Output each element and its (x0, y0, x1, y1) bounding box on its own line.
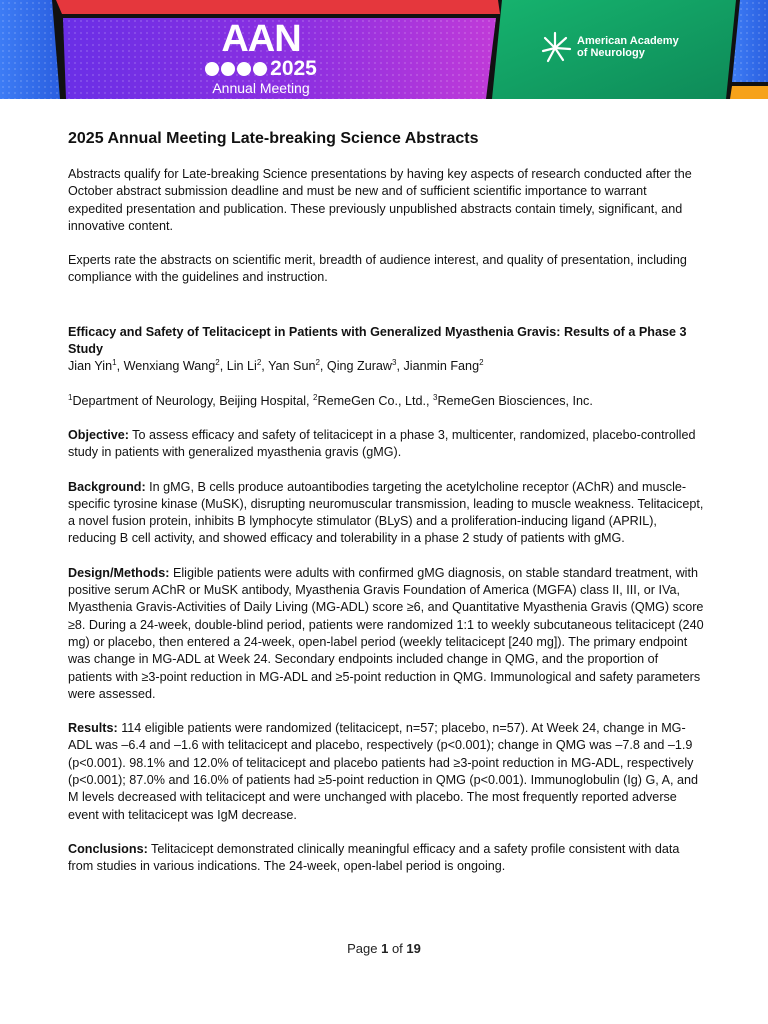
results-section (68, 720, 704, 824)
section-label: Conclusions: (68, 841, 148, 856)
intro-paragraph: Abstracts qualify for Late-breaking Science presentations by having key aspects of research conducted after the October abstract submission deadline and must be new and of sufficient scientific importance to warrant expedited presentation and publication. These previously unpublished abstracts contain timely, significant, and innovative content. (68, 167, 692, 233)
author-name: Qing Zuraw (326, 359, 393, 374)
abstract-title-text: Efficacy and Safety of Telitacicept in Patients with Generalized Myasthenia Gravis: Results of a Phase 3 Study (68, 324, 687, 357)
author-name: Yan Sun (268, 359, 316, 374)
total-pages: 19 (406, 941, 421, 956)
affiliation-sup: 1 (68, 392, 73, 402)
affiliation: RemeGen Co., Ltd. (317, 393, 426, 408)
logo-subtitle: Annual Meeting (212, 80, 310, 96)
logo-year-row (196, 58, 326, 80)
author-name: Jianmin Fang (403, 359, 480, 374)
organization-name (577, 35, 679, 59)
page-word: Page (347, 941, 378, 956)
document-body (68, 129, 704, 876)
conclusions-section (68, 841, 704, 876)
author-list: Jian Yin$^1$, Wenxiang Wang$^2$, Lin Li$^2$, Yan Sun$^2$, Qing Zuraw$^3$, Jianmin Fang$^2$ (68, 358, 484, 374)
logo-dot (253, 62, 267, 76)
author-sup: 2 (256, 358, 262, 368)
page-number (0, 941, 768, 956)
affiliation-sup: 2 (313, 392, 318, 402)
author-sup: 3 (392, 358, 397, 368)
section-text: Telitacicept demonstrated clinically meaningful efficacy and a safety profile consistent with data from studies in various indications. The 24-week, open-label period is ongoing. (68, 841, 680, 874)
section-label: Results: (68, 721, 118, 736)
section-label: Design/Methods: (68, 565, 170, 580)
of-word: of (391, 941, 403, 956)
author-sup: 2 (479, 358, 484, 368)
organization-name-line2: of Neurology (577, 47, 645, 59)
logo-year: 2025 (270, 57, 317, 80)
author-sup: 2 (215, 358, 220, 368)
author-name: Lin Li (226, 359, 257, 374)
aan-logo-letters: AAN (221, 18, 301, 60)
design-methods-section (68, 565, 704, 703)
objective-section (68, 427, 704, 462)
background-section (68, 479, 704, 548)
logo-dot (237, 62, 251, 76)
logo-dot (205, 62, 219, 76)
starburst-icon (541, 30, 573, 64)
page-title: 2025 Annual Meeting Late-breaking Science Abstracts (68, 130, 479, 147)
intro-paragraph: Experts rate the abstracts on scientific merit, breadth of audience interest, and quality of presentation, including compliance with the guidelines and instruction. (68, 253, 687, 285)
abstract-title (68, 324, 704, 359)
aan-organization-logo (541, 30, 679, 64)
section-text: 114 eligible patients were randomized (telitacicept, n=57; placebo, n=57). At Week 24, change in MG-ADL was –6.4 and –1.6 with telitacicept and placebo, respectively (p<0.001); change in QMG was –7.8 and –1.9 (p<0.001). 98.1% and 12.0% of telitacicept and placebo patients had ≥3-point reduction in MG-ADL, respectively (p<0.001); 87.0% and 16.0% of patients had ≥5-point reduction in QMG (p<0.001). Immunoglobulin (Ig) G, A, and M levels decreased with telitacicept and were unchanged with placebo. The most frequently reported adverse event with telitacicept was IgM decrease. (68, 721, 698, 822)
header-banner (0, 0, 768, 99)
author-sup: 1 (112, 358, 117, 368)
current-page: 1 (381, 941, 389, 956)
section-text: Eligible patients were adults with confirmed gMG diagnosis, on stable standard treatment, with positive serum AChR or MuSK antibody, Myasthenia Gravis Foundation of America (MGFA) class II, III, or IVa, Myasthenia Gravis-Activities of Daily Living (MG-ADL) score ≥6, and Quantitative Myasthenia Gravis (QMG) score ≥8. During a 24-week, double-blind period, patients were randomized 1:1 to weekly subcutaneous telitacicept (240 mg) or placebo, then entered a 24-week, open-label period (weekly telitacicept [240 mg]). The primary endpoint was change in MG-ADL at Week 24. Secondary endpoints included change in QMG, and the proportion of patients with ≥3-point reduction in MG-ADL and ≥5-point reduction in QMG. Immunological and safety parameters were assessed. (68, 565, 704, 701)
affiliations: $^1$Department of Neurology, Beijing Hospital, $^2$RemeGen Co., Ltd., $^3$RemeGen Biosciences, Inc. (68, 392, 593, 408)
author-sup: 2 (315, 358, 320, 368)
organization-name-line1: American Academy (577, 35, 679, 47)
section-text: To assess efficacy and safety of telitacicept in a phase 3, multicenter, randomized, placebo-controlled study in patients with generalized myasthenia gravis (gMG). (68, 427, 696, 460)
section-label: Background: (68, 479, 146, 494)
section-text: In gMG, B cells produce autoantibodies targeting the acetylcholine receptor (AChR) and muscle-specific tyrosine kinase (MuSK), disrupting neuromuscular transmission, leading to muscle weakness. Telitacicept, a novel fusion protein, inhibits B lymphocyte stimulator (BLyS) and a proliferation-inducing ligand (APRIL), reducing B cell activity, and showed efficacy and tolerability in a phase 2 study of patients with gMG. (68, 479, 704, 546)
logo-dot (221, 62, 235, 76)
affiliation: RemeGen Biosciences, Inc. (437, 393, 593, 408)
affiliation-sup: 3 (432, 392, 438, 402)
section-label: Objective: (68, 427, 129, 442)
author-name: Wenxiang Wang (123, 359, 216, 374)
affiliation: Department of Neurology, Beijing Hospital (72, 393, 307, 408)
aan-annual-meeting-logo (196, 18, 326, 97)
author-name: Jian Yin (68, 359, 113, 374)
